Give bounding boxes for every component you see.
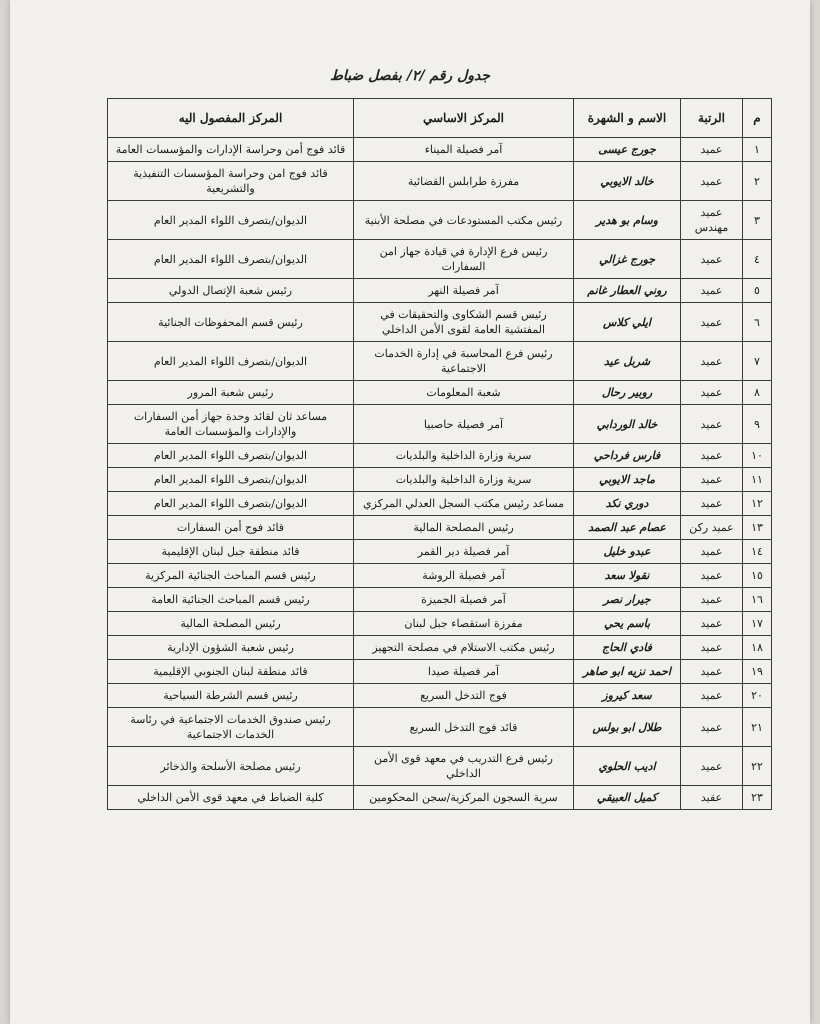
table-row: [108, 468, 772, 492]
cell-new-post: رئيس قسم المباحث الجنائية العامة: [108, 588, 354, 612]
cell-number: ١٠: [743, 444, 772, 468]
table-row: [108, 381, 772, 405]
cell-rank: عميد: [681, 612, 743, 636]
cell-number: ٢٢: [743, 747, 772, 786]
cell-number: ٢٠: [743, 684, 772, 708]
cell-current-post: آمر فصيلة النهر: [354, 279, 574, 303]
cell-new-post: قائد منطقة جبل لبنان الإقليمية: [108, 540, 354, 564]
cell-rank: عميد: [681, 492, 743, 516]
cell-name: فارس فرداحي: [574, 444, 681, 468]
cell-name: باسم يحي: [574, 612, 681, 636]
cell-name: دوري نكد: [574, 492, 681, 516]
cell-new-post: كلية الضباط في معهد قوى الأمن الداخلي: [108, 786, 354, 810]
cell-current-post: آمر فصيلة صيدا: [354, 660, 574, 684]
document-page: [10, 0, 810, 1024]
header-number: م: [743, 99, 772, 138]
cell-new-post: الديوان/بتصرف اللواء المدير العام: [108, 201, 354, 240]
cell-current-post: آمر فصيلة الروشة: [354, 564, 574, 588]
cell-rank: عميد: [681, 564, 743, 588]
cell-current-post: مفرزة طرابلس القضائية: [354, 162, 574, 201]
cell-rank: عميد ركن: [681, 516, 743, 540]
cell-name: روني العطار غانم: [574, 279, 681, 303]
cell-rank: عميد: [681, 684, 743, 708]
cell-number: ١٦: [743, 588, 772, 612]
cell-new-post: الديوان/بتصرف اللواء المدير العام: [108, 468, 354, 492]
cell-rank: عميد مهندس: [681, 201, 743, 240]
cell-number: ٣: [743, 201, 772, 240]
cell-number: ١: [743, 138, 772, 162]
cell-rank: عميد: [681, 747, 743, 786]
cell-name: عبدو خليل: [574, 540, 681, 564]
cell-new-post: الديوان/بتصرف اللواء المدير العام: [108, 240, 354, 279]
cell-current-post: آمر فصيلة دير القمر: [354, 540, 574, 564]
cell-number: ٢١: [743, 708, 772, 747]
cell-new-post: رئيس شعبة الشؤون الإدارية: [108, 636, 354, 660]
table-row: [108, 588, 772, 612]
cell-new-post: مساعد ثان لقائد وحدة جهاز أمن السفارات والإدارات والمؤسسات العامة: [108, 405, 354, 444]
cell-rank: عميد: [681, 162, 743, 201]
cell-current-post: رئيس قسم الشكاوى والتحقيقات في المفتشية العامة لقوى الأمن الداخلي: [354, 303, 574, 342]
cell-rank: عميد: [681, 588, 743, 612]
cell-number: ١٨: [743, 636, 772, 660]
header-rank: الرتبة: [681, 99, 743, 138]
cell-current-post: مساعد رئيس مكتب السجل العدلي المركزي: [354, 492, 574, 516]
cell-rank: عميد: [681, 405, 743, 444]
cell-current-post: رئيس فرع المحاسبة في إدارة الخدمات الاجتماعية: [354, 342, 574, 381]
cell-current-post: آمر فصيلة حاصبيا: [354, 405, 574, 444]
table-row: [108, 636, 772, 660]
cell-name: شربل عيد: [574, 342, 681, 381]
cell-number: ١٢: [743, 492, 772, 516]
table-row: [108, 444, 772, 468]
cell-current-post: سرية السجون المركزية/سجن المحكومين: [354, 786, 574, 810]
officers-transfer-table: [107, 98, 772, 810]
cell-name: اديب الحلوي: [574, 747, 681, 786]
cell-name: خالد الايوبي: [574, 162, 681, 201]
cell-name: جورج عيسى: [574, 138, 681, 162]
header-name: الاسم و الشهرة: [574, 99, 681, 138]
cell-new-post: الديوان/بتصرف اللواء المدير العام: [108, 342, 354, 381]
cell-rank: عميد: [681, 342, 743, 381]
cell-current-post: رئيس المصلحة المالية: [354, 516, 574, 540]
table-header-row: [108, 99, 772, 138]
table-row: [108, 564, 772, 588]
table-row: [108, 405, 772, 444]
cell-current-post: رئيس فرع الإدارة في قيادة جهاز امن السفارات: [354, 240, 574, 279]
cell-name: جيرار نصر: [574, 588, 681, 612]
cell-rank: عميد: [681, 240, 743, 279]
cell-name: خالد الوردابي: [574, 405, 681, 444]
cell-rank: عميد: [681, 138, 743, 162]
cell-new-post: رئيس صندوق الخدمات الاجتماعية في رئاسة الخدمات الاجتماعية: [108, 708, 354, 747]
cell-rank: عقيد: [681, 786, 743, 810]
cell-new-post: قائد فوج امن وحراسة المؤسسات التنفيذية والتشريعية: [108, 162, 354, 201]
cell-number: ١٧: [743, 612, 772, 636]
table-row: [108, 492, 772, 516]
cell-new-post: رئيس المصلحة المالية: [108, 612, 354, 636]
cell-new-post: قائد منطقة لبنان الجنوبي الإقليمية: [108, 660, 354, 684]
cell-rank: عميد: [681, 540, 743, 564]
cell-new-post: الديوان/بتصرف اللواء المدير العام: [108, 444, 354, 468]
cell-current-post: رئيس مكتب المستودعات في مصلحة الأبنية: [354, 201, 574, 240]
cell-current-post: قائد فوج التدخل السريع: [354, 708, 574, 747]
header-current-post: المركز الاساسي: [354, 99, 574, 138]
cell-current-post: رئيس مكتب الاستلام في مصلحة التجهيز: [354, 636, 574, 660]
cell-number: ١٤: [743, 540, 772, 564]
table-row: [108, 747, 772, 786]
cell-number: ١٥: [743, 564, 772, 588]
cell-new-post: رئيس قسم المحفوظات الجنائية: [108, 303, 354, 342]
cell-number: ٤: [743, 240, 772, 279]
cell-new-post: رئيس مصلحة الأسلحة والذخائر: [108, 747, 354, 786]
cell-current-post: آمر فصيلة الميناء: [354, 138, 574, 162]
cell-number: ٢: [743, 162, 772, 201]
table-row: [108, 303, 772, 342]
cell-name: ماجد الايوبي: [574, 468, 681, 492]
cell-new-post: قائد فوج أمن السفارات: [108, 516, 354, 540]
cell-name: طلال ابو بولس: [574, 708, 681, 747]
cell-new-post: قائد فوج أمن وحراسة الإدارات والمؤسسات العامة: [108, 138, 354, 162]
cell-number: ٥: [743, 279, 772, 303]
cell-number: ١١: [743, 468, 772, 492]
cell-new-post: رئيس شعبة المرور: [108, 381, 354, 405]
table-row: [108, 138, 772, 162]
cell-number: ١٣: [743, 516, 772, 540]
table-row: [108, 162, 772, 201]
cell-rank: عميد: [681, 444, 743, 468]
table-row: [108, 786, 772, 810]
cell-current-post: شعبة المعلومات: [354, 381, 574, 405]
cell-current-post: آمر فصيلة الجميزة: [354, 588, 574, 612]
cell-current-post: فوج التدخل السريع: [354, 684, 574, 708]
cell-number: ٢٣: [743, 786, 772, 810]
table-row: [108, 684, 772, 708]
cell-current-post: سرية وزارة الداخلية والبلديات: [354, 444, 574, 468]
cell-number: ٧: [743, 342, 772, 381]
header-new-post: المركز المفصول اليه: [108, 99, 354, 138]
cell-number: ٦: [743, 303, 772, 342]
table-row: [108, 279, 772, 303]
cell-current-post: سرية وزارة الداخلية والبلديات: [354, 468, 574, 492]
cell-new-post: رئيس قسم المباحث الجنائية المركزية: [108, 564, 354, 588]
table-row: [108, 201, 772, 240]
cell-current-post: رئيس فرع التدريب في معهد قوى الأمن الداخلي: [354, 747, 574, 786]
cell-number: ١٩: [743, 660, 772, 684]
cell-name: فادي الحاج: [574, 636, 681, 660]
cell-name: احمد نزيه ابو صاهر: [574, 660, 681, 684]
cell-new-post: الديوان/بتصرف اللواء المدير العام: [108, 492, 354, 516]
cell-name: سعد كيروز: [574, 684, 681, 708]
table-row: [108, 708, 772, 747]
cell-rank: عميد: [681, 279, 743, 303]
cell-name: كميل العبيقي: [574, 786, 681, 810]
cell-number: ٨: [743, 381, 772, 405]
cell-name: جورج غزالي: [574, 240, 681, 279]
table-caption: جدول رقم /٢/ بفصل ضباط: [329, 68, 491, 84]
cell-rank: عميد: [681, 636, 743, 660]
cell-rank: عميد: [681, 468, 743, 492]
cell-current-post: مفرزة استقصاء جبل لبنان: [354, 612, 574, 636]
table-row: [108, 342, 772, 381]
cell-rank: عميد: [681, 708, 743, 747]
table-row: [108, 516, 772, 540]
cell-name: روبير رحال: [574, 381, 681, 405]
cell-new-post: رئيس شعبة الإتصال الدولي: [108, 279, 354, 303]
cell-rank: عميد: [681, 303, 743, 342]
cell-name: نقولا سعد: [574, 564, 681, 588]
cell-rank: عميد: [681, 381, 743, 405]
table-row: [108, 540, 772, 564]
cell-number: ٩: [743, 405, 772, 444]
cell-name: وسام بو هدير: [574, 201, 681, 240]
cell-rank: عميد: [681, 660, 743, 684]
cell-name: ايلي كلاس: [574, 303, 681, 342]
table-row: [108, 660, 772, 684]
cell-name: عصام عبد الصمد: [574, 516, 681, 540]
table-row: [108, 240, 772, 279]
cell-new-post: رئيس قسم الشرطة السياحية: [108, 684, 354, 708]
table-row: [108, 612, 772, 636]
